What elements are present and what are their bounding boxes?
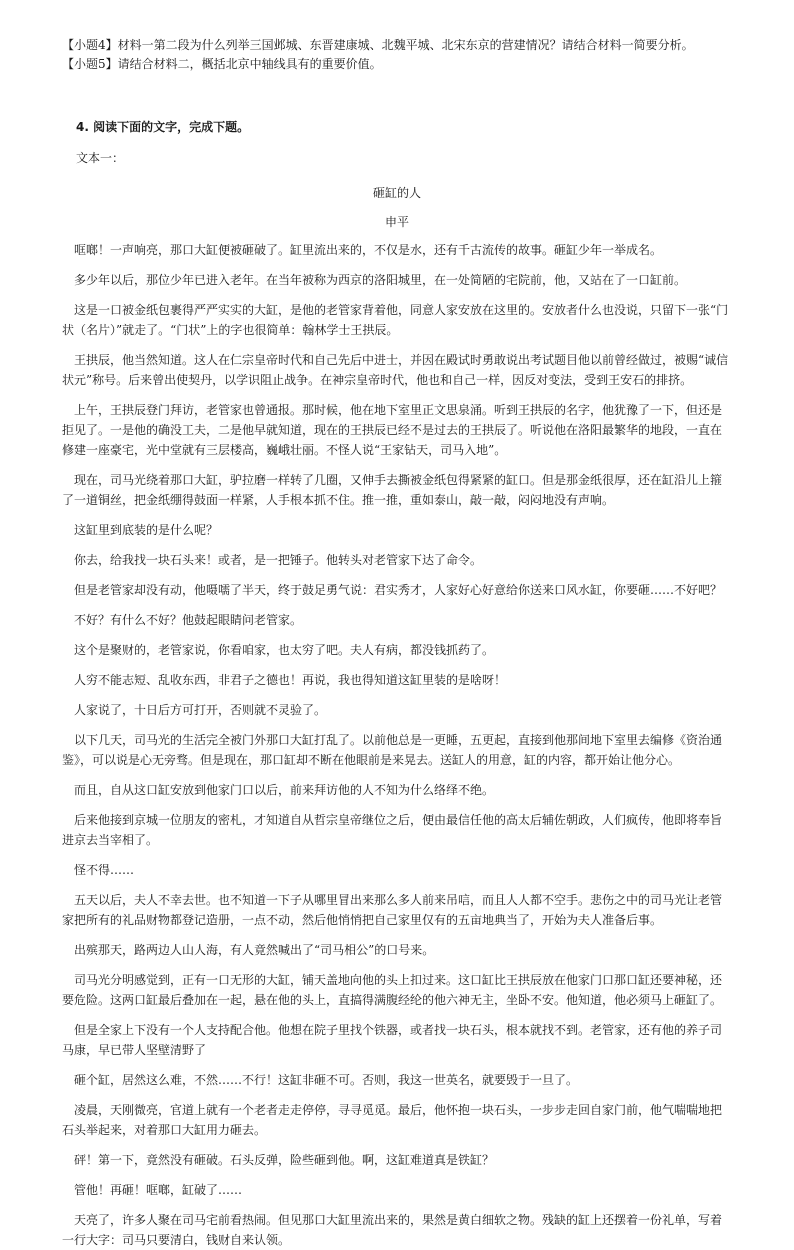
paragraph: 天亮了，许多人聚在司马宅前看热闹。但见那口大缸里流出来的，果然是黄白细软之物。残缺的缸上还摆着一份礼单，写着一行大字：司马只要清白，钱财自来认领。 [62,1213,723,1247]
paragraph: 人家说了，十日后方可打开，否则就不灵验了。 [74,703,327,717]
section-heading: 4. 阅读下面的文字，完成下题。 [76,120,250,134]
paragraph: 现在，司马光绕着那口大缸，驴拉磨一样转了几圈，又伸手去撕被金纸包得紧紧的缸口。但是那金纸很厚，还在缸沿儿上箍了一道铜丝，把金纸绷得鼓面一样紧，人手根本抓不住。推一推，重如泰山，敲一敲，闷闷地没有声响。 [62,473,723,507]
question-5: 【小题5】请结合材料二，概括北京中轴线具有的重要价值。 [62,57,382,71]
paragraph: 这缸里到底装的是什么呢？ [74,523,219,537]
paragraph: 这是一口被金纸包裹得严严实实的大缸，是他的老管家背着他，同意人家安放在这里的。安放者什么也没说，只留下一张“门状（名片）”就走了。“门状”上的字也很简单：翰林学士王拱辰。 [62,303,729,337]
paragraph: 上午，王拱辰登门拜访，老管家也曾通报。那时候，他在地下室里正文思泉涌。听到王拱辰的名字，他犹豫了一下，但还是拒见了。一是他的确没工夫，二是他早就知道，现在的王拱辰已经不是过去的王拱辰了。听说他在洛阳最繁华的地段，一直在修建一座豪宅，光中堂就有三层楼高，巍峨壮丽。不怪人说“王家钻天，司马入地”。 [62,403,723,457]
paragraph: 砰！第一下，竟然没有砸破。石头反弹，险些砸到他。啊，这缸难道真是铁缸？ [74,1153,495,1167]
paragraph: 砸个缸，居然这么难，不然……不行！这缸非砸不可。否则，我这一世英名，就要毁于一旦了。 [74,1073,579,1087]
question-4: 【小题4】材料一第二段为什么列举三国邺城、东晋建康城、北魏平城、北宋东京的营建情况？请结合材料一简要分析。 [62,38,694,52]
paragraph: 但是全家上下没有一个人支持配合他。他想在院子里找个铁器，或者找一块石头，根本就找不到。老管家，还有他的养子司马康，早已带人坚壁清野了 [62,1023,723,1057]
paragraph: 以下几天，司马光的生活完全被门外那口大缸打乱了。以前他总是一更睡，五更起，直接到他那间地下室里去编修《资治通鉴》，可以说是心无旁骛。但是现在，那口缸却不断在他眼前是来晃去。送缸人的用意，缸的内容，都开始让他分心。 [62,733,723,767]
paragraph: 后来他接到京城一位朋友的密札，才知道自从哲宗皇帝继位之后，便由最信任他的高太后辅佐朝政，人们疯传，他即将奉旨进京去当宰相了。 [62,813,723,847]
paragraph: 你去，给我找一块石头来！或者，是一把锤子。他转头对老管家下达了命令。 [74,553,483,567]
paragraph: 怪不得…… [74,863,135,877]
paragraph: 而且，自从这口缸安放到他家门口以后，前来拜访他的人不知为什么络绎不绝。 [74,783,495,797]
paragraph: 出殡那天，路两边人山人海，有人竟然喊出了“司马相公”的口号来。 [74,943,435,957]
story-author: 申平 [384,215,409,229]
text-label: 文本一： [76,151,125,165]
paragraph: 但是老管家却没有动，他嗫嚅了半天，终于鼓足勇气说：君实秀才，人家好心好意给你送来口风水缸，你要砸……不好吧？ [74,583,723,597]
paragraph: 这个是聚财的，老管家说，你看咱家，也太穷了吧。夫人有病，都没钱抓药了。 [74,643,495,657]
paragraph: 司马光分明感觉到，正有一口无形的大缸，铺天盖地向他的头上扣过来。这口缸比王拱辰放在他家门口那口缸还要神秘，还要危险。这两口缸最后叠加在一起，悬在他的头上，直搞得满腹经纶的他六神无主，坐卧不安。他知道，他必须马上砸缸了。 [62,973,723,1007]
paragraph: 五天以后，夫人不幸去世。也不知道一下子从哪里冒出来那么多人前来吊唁，而且人人都不空手。悲伤之中的司马光让老管家把所有的礼品财物都登记造册，一点不动，然后他悄悄把自己家里仅有的五亩地典当了，开始为夫人准备后事。 [62,893,723,927]
paragraph: 管他！再砸！哐啷，缸破了…… [74,1183,243,1197]
paragraph: 凌晨，天刚微亮，官道上就有一个老者走走停停，寻寻觅觅。最后，他怀抱一块石头，一步步走回自家门前，他气喘喘地把石头举起来，对着那口大缸用力砸去。 [62,1103,723,1137]
story-body [62,240,732,1250]
paragraph: 哐啷！一声响亮，那口大缸便被砸破了。缸里流出来的，不仅是水，还有千古流传的故事。砸缸少年一举成名。 [74,243,663,257]
paragraph: 多少年以后，那位少年已进入老年。在当年被称为西京的洛阳城里，在一处简陋的宅院前，他，又站在了一口缸前。 [74,273,687,287]
paragraph: 王拱辰，他当然知道。这人在仁宗皇帝时代和自己先后中进士，并因在殿试时勇敢说出考试题目他以前曾经做过，被赐“诚信状元”称号。后来曾出使契丹，以学识阻止战争。在神宗皇帝时代，他也和自己一样，因反对变法，受到王安石的排挤。 [62,353,729,387]
paragraph: 人穷不能志短、乱收东西，非君子之德也！再说，我也得知道这缸里装的是啥呀！ [74,673,507,687]
story-title: 砸缸的人 [372,186,421,200]
paragraph: 不好？有什么不好？他鼓起眼睛问老管家。 [74,613,303,627]
